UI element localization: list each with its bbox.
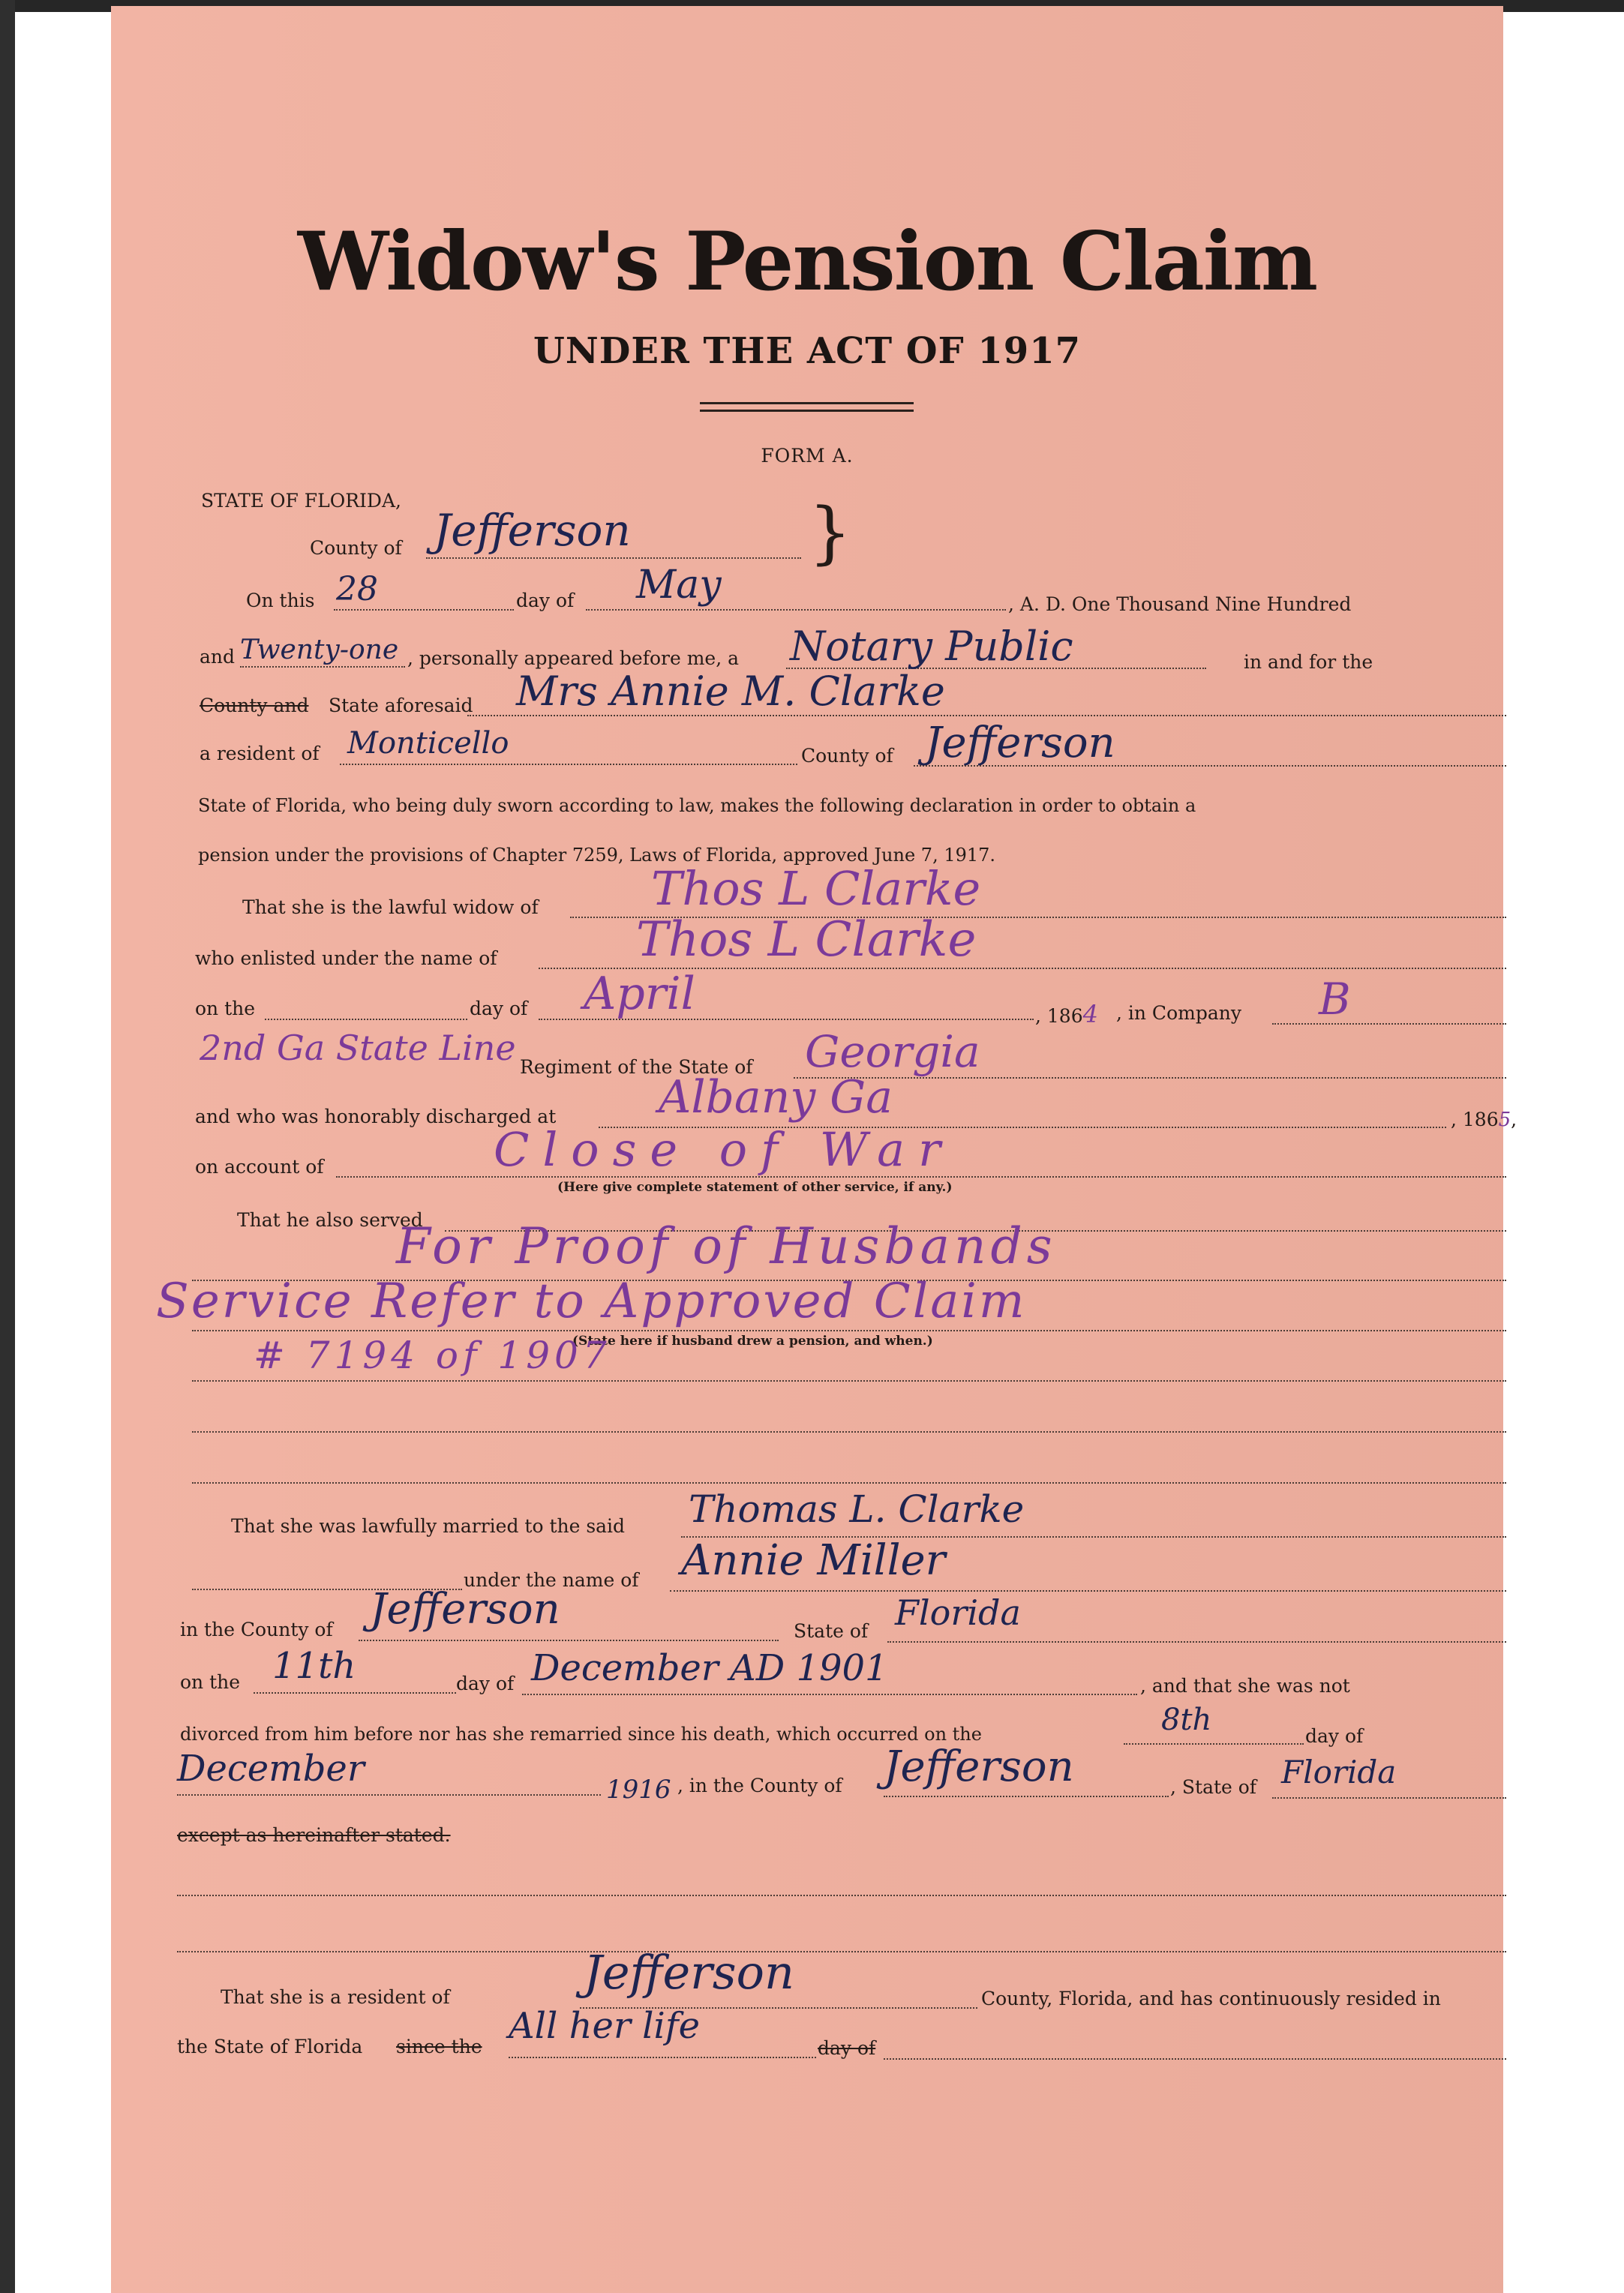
death-year-wrap: [606, 1775, 671, 1805]
widow-of-label: That she is the lawful widow of: [242, 896, 539, 918]
death-month-line: [177, 1794, 601, 1796]
under-name-label: under the name of: [464, 1569, 639, 1591]
married-to-label: That she was lawfully married to the said: [231, 1515, 626, 1537]
account-value: Close of War: [494, 1122, 954, 1177]
marriage-date-value: December AD 1901: [531, 1647, 888, 1689]
service-line-3: [192, 1330, 1506, 1331]
state-label: STATE OF FLORIDA,: [201, 490, 401, 512]
enlist-month-value: April: [584, 968, 695, 1020]
death-state-line: [1272, 1797, 1506, 1799]
ad-hundred-label: , A. D. One Thousand Nine Hundred: [1008, 593, 1352, 615]
company-value: B: [1319, 974, 1351, 1025]
form-label: FORM A.: [761, 445, 854, 467]
regiment-label: Regiment of the State of: [520, 1056, 753, 1078]
marriage-day-value: 11th: [272, 1645, 356, 1687]
state-of-label: State of: [794, 1620, 869, 1642]
continuously-label: County, Florida, and has continuously resided in: [981, 1988, 1441, 2009]
official-value: Notary Public: [790, 623, 1073, 670]
service-line-3-value: # 7194 of 1907: [254, 1334, 611, 1377]
day-value: 28: [336, 570, 378, 608]
marriage-date-line: [522, 1694, 1137, 1695]
service-line-1-value: For Proof of Husbands: [396, 1217, 1057, 1275]
enlisted-label: who enlisted under the name of: [195, 947, 497, 969]
pension-law-line: pension under the provisions of Chapter 7259, Laws of Florida, approved June 7, 1917.: [198, 845, 996, 866]
resident-of-label: a resident of: [200, 743, 320, 764]
on-this-label: On this: [246, 590, 315, 611]
marriage-day-line: [254, 1692, 456, 1694]
maiden-value: Annie Miller: [681, 1536, 946, 1585]
in-company-label: , in Company: [1116, 1002, 1241, 1024]
except-line-2: [177, 1951, 1506, 1952]
maiden-line: [670, 1590, 1506, 1592]
resident-of-label-2: That she is a resident of: [221, 1986, 450, 2008]
company-line: [1272, 1023, 1506, 1025]
marriage-state-value: Florida: [895, 1592, 1021, 1633]
county-of-label-2: County of: [801, 745, 893, 767]
marriage-county-line: [359, 1640, 779, 1641]
discharged-label: and who was honorably discharged at: [195, 1106, 557, 1127]
death-day-line: [1124, 1743, 1304, 1745]
regiment-value: 2nd Ga State Line: [200, 1028, 516, 1068]
month-line: [586, 609, 1006, 611]
day-line: [334, 609, 514, 611]
title-rule: [700, 402, 914, 404]
except-line-1: [177, 1895, 1506, 1896]
on-the-label-2: on the: [180, 1671, 241, 1693]
year-186b-label: , 1865,: [1451, 1109, 1517, 1131]
service-note: (Here give complete statement of other service, if any.): [557, 1180, 953, 1195]
discharge-year-digit: 5: [1498, 1109, 1511, 1131]
death-month-value: December: [177, 1748, 365, 1790]
residence-line: [340, 764, 797, 765]
marriage-state-line: [887, 1641, 1506, 1643]
personally-label: , personally appeared before me, a: [407, 647, 739, 669]
marriage-county-value: Jefferson: [370, 1585, 560, 1634]
scan-left-border: [0, 0, 15, 2293]
day-of-line-5: [884, 2058, 1506, 2060]
account-label: on account of: [195, 1156, 324, 1178]
county-and-struck: County and: [200, 695, 309, 716]
brace-glyph: }: [809, 494, 852, 572]
also-served-label: That he also served: [237, 1209, 423, 1231]
widow-of-value: Thos L Clarke: [651, 861, 981, 916]
regiment-state-value: Georgia: [805, 1026, 980, 1077]
month-value: May: [636, 563, 722, 608]
resided-value: All her life: [509, 2005, 701, 2047]
day-of-label: day of: [516, 590, 575, 611]
and-label: and: [200, 646, 236, 668]
resided-line: [509, 2057, 816, 2058]
claimant-value: Mrs Annie M. Clarke: [516, 668, 945, 715]
enlisted-value: Thos L Clarke: [636, 912, 977, 968]
document-title: Widow's Pension Claim: [297, 215, 1317, 309]
day-of-label-3: day of: [456, 1673, 515, 1694]
divorced-line-text: divorced from him before nor has she remarried since his death, which occurred on the: [180, 1724, 982, 1745]
regiment-state-line: [794, 1077, 1506, 1079]
residence-county-value: Jefferson: [925, 719, 1115, 767]
residence-value: Monticello: [347, 726, 509, 761]
day-of-label-4: day of: [1305, 1725, 1364, 1747]
sworn-line: State of Florida, who being duly sworn according to law, makes the following declaration in order to obtain a: [198, 795, 1196, 816]
death-state-value: Florida: [1281, 1754, 1397, 1790]
not-divorced-label: , and that she was not: [1140, 1675, 1350, 1697]
except-struck: except as hereinafter stated.: [177, 1824, 451, 1846]
pension-note: (State here if husband drew a pension, and when.): [572, 1334, 933, 1349]
county-line: [426, 557, 801, 559]
county-label: County of: [310, 537, 402, 559]
day-of-struck: day of: [818, 2037, 876, 2059]
document-page: [111, 6, 1517, 2293]
death-county-line: [884, 1796, 1169, 1797]
state-of-florida-label-2: the State of Florida: [177, 2036, 363, 2057]
year-words-value: Twenty-one: [240, 635, 399, 665]
service-line-6: [192, 1482, 1506, 1484]
discharge-value: Albany Ga: [659, 1071, 893, 1124]
state-of-label-2: , State of: [1170, 1776, 1257, 1798]
death-county-value: Jefferson: [884, 1742, 1074, 1791]
service-line-5: [192, 1431, 1506, 1433]
claimant-line: [467, 715, 1506, 716]
day-of-label-2: day of: [470, 998, 528, 1019]
in-county-label-2: , in the County of: [677, 1775, 842, 1796]
since-the-struck: since the: [396, 2036, 482, 2057]
married-to-value: Thomas L. Clarke: [689, 1487, 1025, 1531]
year-186-prefix: , 186: [1035, 1005, 1083, 1027]
in-county-label: in the County of: [180, 1619, 333, 1640]
year-186b-prefix: , 186: [1451, 1109, 1499, 1130]
death-day-value: 8th: [1161, 1703, 1212, 1737]
county-value: Jefferson: [434, 505, 631, 556]
resident-county-value: Jefferson: [584, 1945, 794, 2000]
enlist-day-line: [265, 1019, 467, 1020]
document-subtitle: UNDER THE ACT OF 1917: [533, 330, 1081, 372]
year-words-line: [240, 666, 405, 668]
enlist-year-digit: 4: [1082, 1000, 1098, 1028]
death-year-value: 1916: [606, 1775, 671, 1805]
year-186-label: [1035, 1000, 1098, 1028]
service-line-2-value: Service Refer to Approved Claim: [156, 1274, 1027, 1329]
state-aforesaid-label: State aforesaid: [329, 695, 473, 716]
title-rule: [700, 410, 914, 412]
in-and-for-label: in and for the: [1244, 651, 1373, 673]
service-line-4: [192, 1380, 1506, 1382]
on-the-label: on the: [195, 998, 256, 1019]
